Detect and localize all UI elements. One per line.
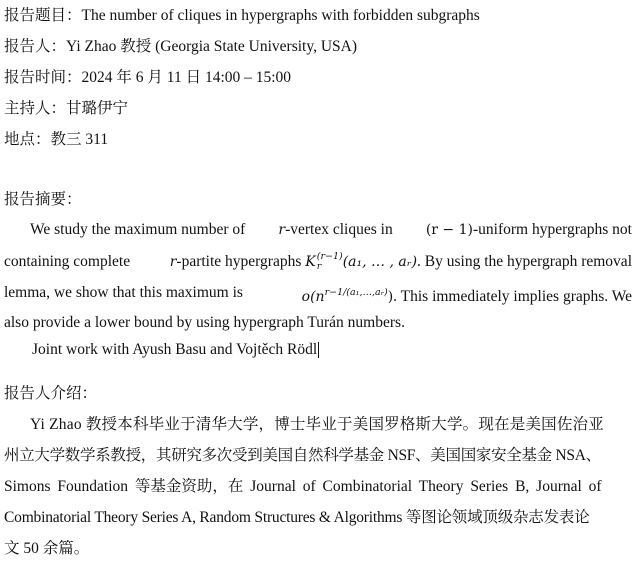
abstract-line-2 [4, 252, 632, 272]
text: containing complete [4, 253, 131, 270]
math-r: r [278, 222, 286, 238]
math-o: o(n [301, 289, 325, 306]
math-sub: r [316, 261, 322, 273]
title-row [4, 6, 480, 26]
bio-line-3: Simons Foundation 等基金资助，在 Journal of Combinatorial Theory Series B, Journal of [4, 478, 602, 495]
text: -partite hypergraphs [176, 253, 302, 270]
time-value: 2024 年 6 月 11 日 14:00 – 15:00 [81, 69, 292, 86]
abstract-heading: 报告摘要： [4, 191, 82, 208]
text [302, 283, 632, 307]
location-value: 教三 311 [50, 131, 109, 148]
speaker-value: Yi Zhao 教授 (Georgia State University, USA) [66, 38, 358, 55]
text: . This immediately implies graphs. We [393, 288, 632, 306]
bio-line-5: 文 50 余篇。 [4, 540, 90, 557]
text: Joint work with Ayush Basu and Vojtěch Rödl [32, 341, 318, 358]
text [426, 220, 632, 240]
title-label: 报告题目： [4, 7, 82, 24]
abstract-line-1 [4, 220, 632, 240]
location-row [4, 130, 108, 150]
text [278, 220, 392, 240]
math-K: K [305, 254, 316, 270]
abstract-line-5 [32, 340, 319, 360]
title-value: The number of cliques in hypergraphs with forbidden subgraphs [81, 7, 480, 24]
math-r: r [169, 254, 177, 270]
speaker-label: 报告人： [4, 38, 67, 55]
time-label: 报告时间： [4, 69, 82, 86]
time-row [4, 68, 291, 88]
math-K-indices [317, 252, 343, 272]
bio-line-1: Yi Zhao 教授本科毕业于清华大学，博士毕业于美国罗格斯大学。现在是美国佐治亚 [30, 416, 604, 433]
text: lemma, we show that this maximum is [4, 284, 243, 301]
text: We study the maximum number of [30, 221, 246, 238]
bio-line-4: Combinatorial Theory Series A, Random Structures & Algorithms 等图论领域顶级杂志发表论 [4, 509, 590, 526]
text [170, 252, 632, 272]
abstract-line-3 [4, 283, 632, 307]
host-value: 甘璐伊宁 [66, 100, 129, 117]
math-args: (a₁, … , aᵣ) [342, 254, 418, 270]
speaker-row [4, 37, 357, 57]
host-row [4, 99, 128, 119]
host-label: 主持人： [4, 100, 67, 117]
text: -uniform hypergraphs not [472, 221, 632, 238]
math-exponent: r−1/(a₁,…,aᵣ) [324, 287, 388, 298]
text-cursor [318, 342, 319, 358]
bio-heading: 报告人介绍： [4, 385, 98, 402]
math-r-minus-1: (r − 1) [425, 222, 473, 238]
location-label: 地点： [4, 131, 51, 148]
abstract-line-4: also provide a lower bound by using hypergraph Turán numbers. [4, 314, 405, 331]
math-close: ) [387, 289, 394, 306]
text: . By using the hypergraph removal [417, 253, 632, 270]
math-sup: (r−1) [316, 251, 343, 263]
bio-line-2: 州立大学数学系教授，其研究多次受到美国自然科学基金 NSF、美国国家安全基金 NSA、 [4, 447, 601, 464]
text: -vertex cliques in [285, 221, 393, 238]
